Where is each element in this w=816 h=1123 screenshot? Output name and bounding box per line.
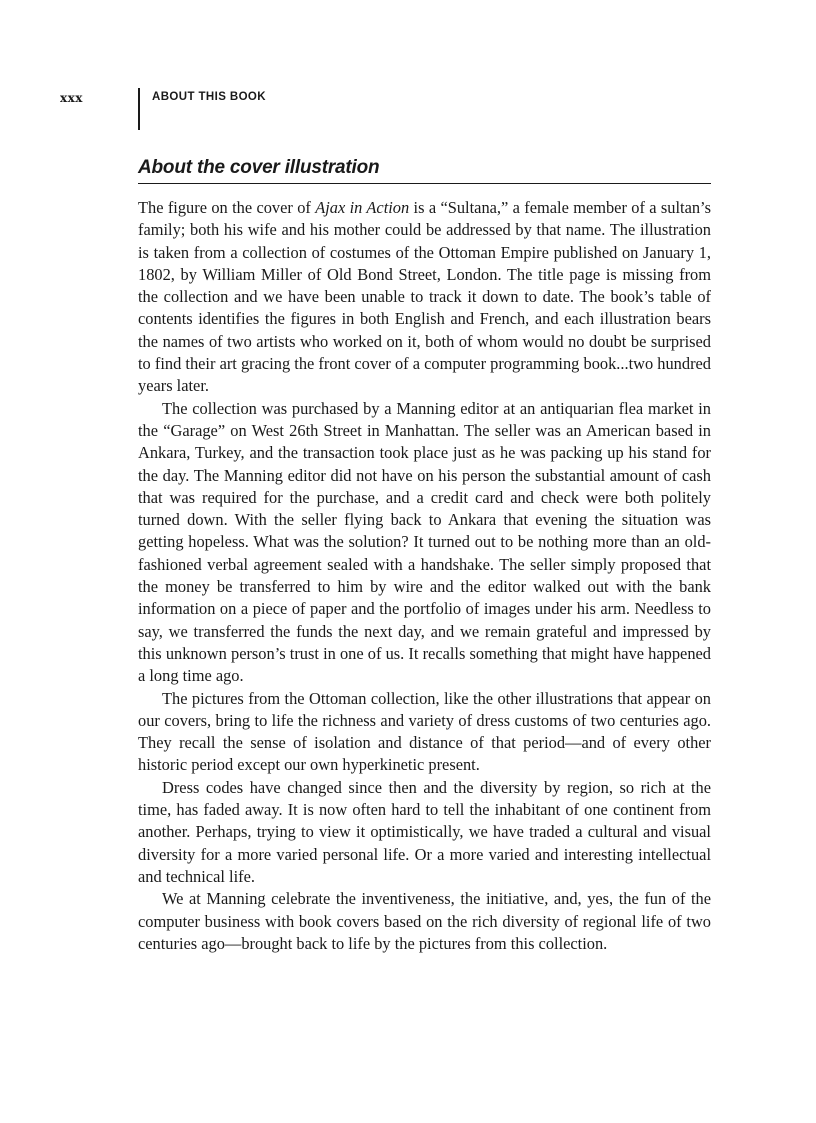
book-title: Ajax in Action [315,198,410,217]
page-content [138,155,711,955]
paragraph-1 [138,197,711,398]
paragraph-4: Dress codes have changed since then and the diversity by region, so rich at the time, has faded away. It is now often hard to tell the inhabitant of one continent from another. Perhaps, trying to view it optimistically, we have traded a cultural and visual diversity for a more varied personal life. Or a more varied and interesting intellectual and technical life. [138,777,711,886]
running-head: ABOUT THIS BOOK [152,91,266,103]
paragraph-2: The collection was purchased by a Manning editor at an antiquarian flea market in the “Garage” on West 26th Street in Manhattan. The seller was an American based in Ankara, Turkey, and the transaction took place just as he was packing up his stand for the day. The Manning editor did not have on his person the substantial amount of cash that was required for the purchase, and a credit card and check were both politely turned down. With the seller flying back to Ankara that evening the situation was getting hopeless. What was the solution? It turned out to be nothing more than an old-fashioned verbal agreement sealed with a handshake. The seller simply proposed that the money be transferred to him by wire and the editor walked out with the bank information on a piece of paper and the portfolio of images under his arm. Needless to say, we transferred the funds the next day, and we remain grateful and impressed by this unknown person’s trust in one of us. It recalls something that might have happened a long time ago. [138,398,711,686]
page-header [60,88,760,132]
paragraph-1-rest: is a “Sultana,” a female member of a sultan’s family; both his wife and his mother could be addressed by that name. The illustration is taken from a collection of costumes of the Ottoman Empire published on January 1, 1802, by William Miller of Old Bond Street, London. The title page is missing from the collection and we have been unable to track it down to date. The book’s table of contents identifies the figures in both English and French, and each illustration bears the names of two artists who worked on it, both of whom would no doubt be surprised to find their art gracing the front cover of a computer programming book...two hundred years later. [138,198,711,396]
page-number: xxx [60,91,83,105]
paragraph-3: The pictures from the Ottoman collection, like the other illustrations that appear on our covers, bring to life the richness and variety of dress customs of two centuries ago. They recall the sense of isolation and distance of that period—and of every other historic period except our own hyperkinetic present. [138,688,711,775]
paragraph-5: We at Manning celebrate the inventiveness, the initiative, and, yes, the fun of the computer business with book covers based on the rich diversity of regional life of two centuries ago—brought back to life by the pictures from this collection. [138,889,711,953]
header-divider [138,88,140,130]
paragraph-1-lead: The figure on the cover of [138,198,316,217]
body-text [138,197,711,955]
section-title: About the cover illustration [138,155,711,184]
